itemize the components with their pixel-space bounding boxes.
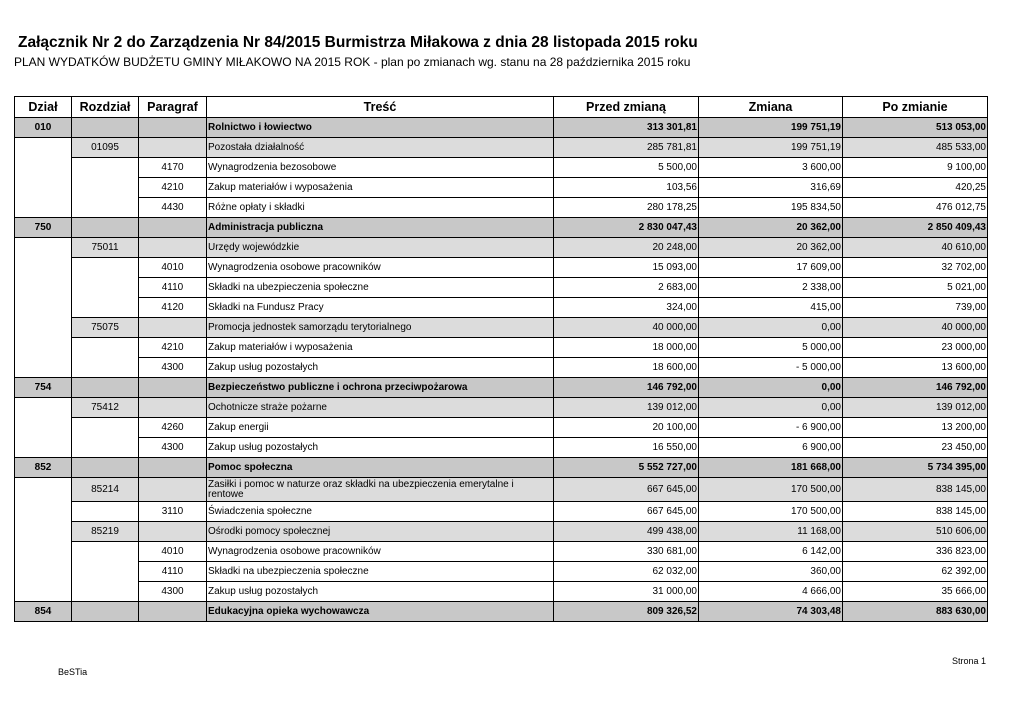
- table-row-paragraf: [15, 358, 988, 378]
- table-row-rozdzial: [15, 238, 988, 258]
- cell-zmiana: 360,00: [699, 562, 843, 582]
- cell-przed-zmiana: 809 326,52: [554, 602, 699, 622]
- cell-zmiana: 11 168,00: [699, 522, 843, 542]
- table-row-rozdzial: [15, 478, 988, 502]
- cell-tresc: Składki na Fundusz Pracy: [207, 298, 554, 318]
- cell-dzial: 754: [15, 378, 72, 398]
- cell-tresc: Wynagrodzenia bezosobowe: [207, 158, 554, 178]
- cell-po-zmianie: 838 145,00: [843, 502, 988, 522]
- cell-zmiana: 199 751,19: [699, 138, 843, 158]
- cell-przed-zmiana: 16 550,00: [554, 438, 699, 458]
- cell-paragraf: 4430: [139, 198, 207, 218]
- cell-paragraf: [139, 378, 207, 398]
- cell-tresc: Pozostała działalność: [207, 138, 554, 158]
- cell-po-zmianie: 883 630,00: [843, 602, 988, 622]
- budget-table: [14, 96, 988, 622]
- cell-dzial: 750: [15, 218, 72, 238]
- table-row-paragraf: [15, 582, 988, 602]
- table-row-paragraf: [15, 338, 988, 358]
- cell-przed-zmiana: 499 438,00: [554, 522, 699, 542]
- cell-tresc: Edukacyjna opieka wychowawcza: [207, 602, 554, 622]
- document-subtitle: PLAN WYDATKÓW BUDŻETU GMINY MIŁAKOWO NA 2015 ROK - plan po zmianach wg. stanu na 28 października 2015 roku: [14, 55, 691, 69]
- column-header-przed-zmiana: Przed zmianą: [554, 97, 699, 118]
- document-title: Załącznik Nr 2 do Zarządzenia Nr 84/2015 Burmistrza Miłakowa z dnia 28 listopada 2015 roku: [18, 34, 698, 51]
- cell-przed-zmiana: 313 301,81: [554, 118, 699, 138]
- cell-przed-zmiana: 40 000,00: [554, 318, 699, 338]
- cell-po-zmianie: 5 021,00: [843, 278, 988, 298]
- cell-przed-zmiana: 330 681,00: [554, 542, 699, 562]
- table-row-paragraf: [15, 562, 988, 582]
- table-row-paragraf: [15, 198, 988, 218]
- cell-tresc: Wynagrodzenia osobowe pracowników: [207, 258, 554, 278]
- column-header-po-zmianie: Po zmianie: [843, 97, 988, 118]
- cell-rozdzial-blank: [72, 542, 139, 602]
- cell-po-zmianie: 485 533,00: [843, 138, 988, 158]
- cell-przed-zmiana: 667 645,00: [554, 502, 699, 522]
- cell-dzial: 854: [15, 602, 72, 622]
- column-header-paragraf: Paragraf: [139, 97, 207, 118]
- cell-zmiana: 17 609,00: [699, 258, 843, 278]
- table-row-dzial: [15, 602, 988, 622]
- cell-przed-zmiana: 146 792,00: [554, 378, 699, 398]
- cell-po-zmianie: 139 012,00: [843, 398, 988, 418]
- table-body: [15, 118, 988, 622]
- cell-paragraf: 4300: [139, 438, 207, 458]
- cell-zmiana: 195 834,50: [699, 198, 843, 218]
- cell-tresc: Promocja jednostek samorządu terytorialnego: [207, 318, 554, 338]
- cell-po-zmianie: 336 823,00: [843, 542, 988, 562]
- cell-po-zmianie: 9 100,00: [843, 158, 988, 178]
- cell-paragraf: 4120: [139, 298, 207, 318]
- cell-rozdzial-blank: [72, 158, 139, 218]
- cell-zmiana: 2 338,00: [699, 278, 843, 298]
- cell-zmiana: 74 303,48: [699, 602, 843, 622]
- cell-przed-zmiana: 2 683,00: [554, 278, 699, 298]
- cell-przed-zmiana: 5 500,00: [554, 158, 699, 178]
- cell-paragraf: [139, 602, 207, 622]
- cell-przed-zmiana: 103,56: [554, 178, 699, 198]
- cell-tresc: Różne opłaty i składki: [207, 198, 554, 218]
- cell-po-zmianie: 513 053,00: [843, 118, 988, 138]
- cell-tresc: Składki na ubezpieczenia społeczne: [207, 278, 554, 298]
- cell-tresc: Zakup energii: [207, 418, 554, 438]
- cell-dzial-blank: [15, 478, 72, 602]
- cell-dzial: 852: [15, 458, 72, 478]
- cell-przed-zmiana: 324,00: [554, 298, 699, 318]
- cell-po-zmianie: 146 792,00: [843, 378, 988, 398]
- table-row-paragraf: [15, 178, 988, 198]
- cell-zmiana: 3 600,00: [699, 158, 843, 178]
- cell-paragraf: 4010: [139, 258, 207, 278]
- cell-zmiana: 415,00: [699, 298, 843, 318]
- cell-przed-zmiana: 280 178,25: [554, 198, 699, 218]
- cell-paragraf: 4110: [139, 562, 207, 582]
- cell-rozdzial: 75075: [72, 318, 139, 338]
- table-row-rozdzial: [15, 522, 988, 542]
- cell-paragraf: 4170: [139, 158, 207, 178]
- cell-rozdzial-blank: [72, 502, 139, 522]
- cell-zmiana: 4 666,00: [699, 582, 843, 602]
- column-header-rozdzial: Rozdział: [72, 97, 139, 118]
- table-row-paragraf: [15, 438, 988, 458]
- table-row-dzial: [15, 458, 988, 478]
- cell-zmiana: 6 142,00: [699, 542, 843, 562]
- cell-zmiana: - 5 000,00: [699, 358, 843, 378]
- cell-rozdzial-blank: [72, 258, 139, 318]
- cell-tresc: Pomoc społeczna: [207, 458, 554, 478]
- cell-tresc: Administracja publiczna: [207, 218, 554, 238]
- cell-przed-zmiana: 18 600,00: [554, 358, 699, 378]
- cell-zmiana: 199 751,19: [699, 118, 843, 138]
- table-row-paragraf: [15, 158, 988, 178]
- cell-zmiana: 0,00: [699, 318, 843, 338]
- cell-po-zmianie: 739,00: [843, 298, 988, 318]
- column-header-dzial: Dział: [15, 97, 72, 118]
- cell-przed-zmiana: 18 000,00: [554, 338, 699, 358]
- cell-przed-zmiana: 62 032,00: [554, 562, 699, 582]
- cell-tresc: Zakup usług pozostałych: [207, 438, 554, 458]
- cell-paragraf: [139, 318, 207, 338]
- cell-paragraf: [139, 478, 207, 502]
- cell-po-zmianie: 40 000,00: [843, 318, 988, 338]
- cell-paragraf: [139, 118, 207, 138]
- table-row-paragraf: [15, 542, 988, 562]
- cell-tresc: Rolnictwo i łowiectwo: [207, 118, 554, 138]
- cell-zmiana: 20 362,00: [699, 218, 843, 238]
- cell-paragraf: 3110: [139, 502, 207, 522]
- cell-paragraf: [139, 522, 207, 542]
- table-row-paragraf: [15, 502, 988, 522]
- cell-paragraf: 4210: [139, 338, 207, 358]
- cell-po-zmianie: 5 734 395,00: [843, 458, 988, 478]
- table-row-paragraf: [15, 298, 988, 318]
- page-number: Strona 1: [951, 656, 986, 666]
- cell-zmiana: 181 668,00: [699, 458, 843, 478]
- cell-rozdzial: [72, 458, 139, 478]
- cell-zmiana: - 6 900,00: [699, 418, 843, 438]
- cell-rozdzial: 85214: [72, 478, 139, 502]
- cell-paragraf: [139, 238, 207, 258]
- cell-zmiana: 0,00: [699, 378, 843, 398]
- cell-tresc: Zakup materiałów i wyposażenia: [207, 338, 554, 358]
- cell-rozdzial: 75011: [72, 238, 139, 258]
- cell-po-zmianie: 13 600,00: [843, 358, 988, 378]
- cell-paragraf: 4010: [139, 542, 207, 562]
- cell-dzial-blank: [15, 398, 72, 458]
- cell-paragraf: [139, 218, 207, 238]
- table-row-paragraf: [15, 278, 988, 298]
- cell-po-zmianie: 62 392,00: [843, 562, 988, 582]
- cell-po-zmianie: 13 200,00: [843, 418, 988, 438]
- cell-przed-zmiana: 5 552 727,00: [554, 458, 699, 478]
- cell-paragraf: 4260: [139, 418, 207, 438]
- cell-paragraf: [139, 458, 207, 478]
- cell-zmiana: 170 500,00: [699, 502, 843, 522]
- cell-po-zmianie: 23 000,00: [843, 338, 988, 358]
- cell-zmiana: 170 500,00: [699, 478, 843, 502]
- cell-zmiana: 6 900,00: [699, 438, 843, 458]
- cell-paragraf: 4300: [139, 358, 207, 378]
- cell-tresc: Zasiłki i pomoc w naturze oraz składki na ubezpieczenia emerytalne i rentowe: [207, 478, 554, 502]
- cell-po-zmianie: 420,25: [843, 178, 988, 198]
- cell-dzial: 010: [15, 118, 72, 138]
- cell-po-zmianie: 23 450,00: [843, 438, 988, 458]
- cell-przed-zmiana: 2 830 047,43: [554, 218, 699, 238]
- cell-rozdzial-blank: [72, 418, 139, 458]
- cell-rozdzial: 01095: [72, 138, 139, 158]
- cell-przed-zmiana: 667 645,00: [554, 478, 699, 502]
- cell-zmiana: 316,69: [699, 178, 843, 198]
- column-header-tresc: Treść: [207, 97, 554, 118]
- table-row-rozdzial: [15, 138, 988, 158]
- cell-tresc: Zakup usług pozostałych: [207, 358, 554, 378]
- cell-po-zmianie: 32 702,00: [843, 258, 988, 278]
- cell-rozdzial: [72, 602, 139, 622]
- cell-rozdzial: [72, 118, 139, 138]
- cell-po-zmianie: 510 606,00: [843, 522, 988, 542]
- cell-tresc: Zakup usług pozostałych: [207, 582, 554, 602]
- cell-rozdzial: 85219: [72, 522, 139, 542]
- cell-rozdzial-blank: [72, 338, 139, 378]
- cell-tresc: Świadczenia społeczne: [207, 502, 554, 522]
- cell-przed-zmiana: 285 781,81: [554, 138, 699, 158]
- table-row-paragraf: [15, 258, 988, 278]
- cell-po-zmianie: 838 145,00: [843, 478, 988, 502]
- table-row-dzial: [15, 118, 988, 138]
- cell-paragraf: [139, 398, 207, 418]
- table-row-rozdzial: [15, 318, 988, 338]
- cell-dzial-blank: [15, 138, 72, 218]
- cell-tresc: Składki na ubezpieczenia społeczne: [207, 562, 554, 582]
- cell-tresc: Wynagrodzenia osobowe pracowników: [207, 542, 554, 562]
- cell-przed-zmiana: 20 248,00: [554, 238, 699, 258]
- cell-zmiana: 0,00: [699, 398, 843, 418]
- cell-tresc: Bezpieczeństwo publiczne i ochrona przeciwpożarowa: [207, 378, 554, 398]
- cell-tresc: Urzędy wojewódzkie: [207, 238, 554, 258]
- cell-po-zmianie: 476 012,75: [843, 198, 988, 218]
- table-row-rozdzial: [15, 398, 988, 418]
- cell-przed-zmiana: 15 093,00: [554, 258, 699, 278]
- table-row-dzial: [15, 218, 988, 238]
- cell-rozdzial: 75412: [72, 398, 139, 418]
- cell-przed-zmiana: 31 000,00: [554, 582, 699, 602]
- table-row-dzial: [15, 378, 988, 398]
- cell-paragraf: [139, 138, 207, 158]
- table-row-paragraf: [15, 418, 988, 438]
- cell-tresc: Ośrodki pomocy społecznej: [207, 522, 554, 542]
- cell-dzial-blank: [15, 238, 72, 378]
- cell-tresc: Ochotnicze straże pożarne: [207, 398, 554, 418]
- table-header-row: [15, 97, 988, 118]
- cell-rozdzial: [72, 378, 139, 398]
- cell-po-zmianie: 35 666,00: [843, 582, 988, 602]
- cell-zmiana: 5 000,00: [699, 338, 843, 358]
- cell-przed-zmiana: 139 012,00: [554, 398, 699, 418]
- cell-zmiana: 20 362,00: [699, 238, 843, 258]
- cell-paragraf: 4110: [139, 278, 207, 298]
- cell-po-zmianie: 40 610,00: [843, 238, 988, 258]
- cell-rozdzial: [72, 218, 139, 238]
- cell-tresc: Zakup materiałów i wyposażenia: [207, 178, 554, 198]
- cell-przed-zmiana: 20 100,00: [554, 418, 699, 438]
- footer-software-name: BeSTia: [58, 667, 88, 677]
- cell-paragraf: 4300: [139, 582, 207, 602]
- cell-po-zmianie: 2 850 409,43: [843, 218, 988, 238]
- column-header-zmiana: Zmiana: [699, 97, 843, 118]
- cell-paragraf: 4210: [139, 178, 207, 198]
